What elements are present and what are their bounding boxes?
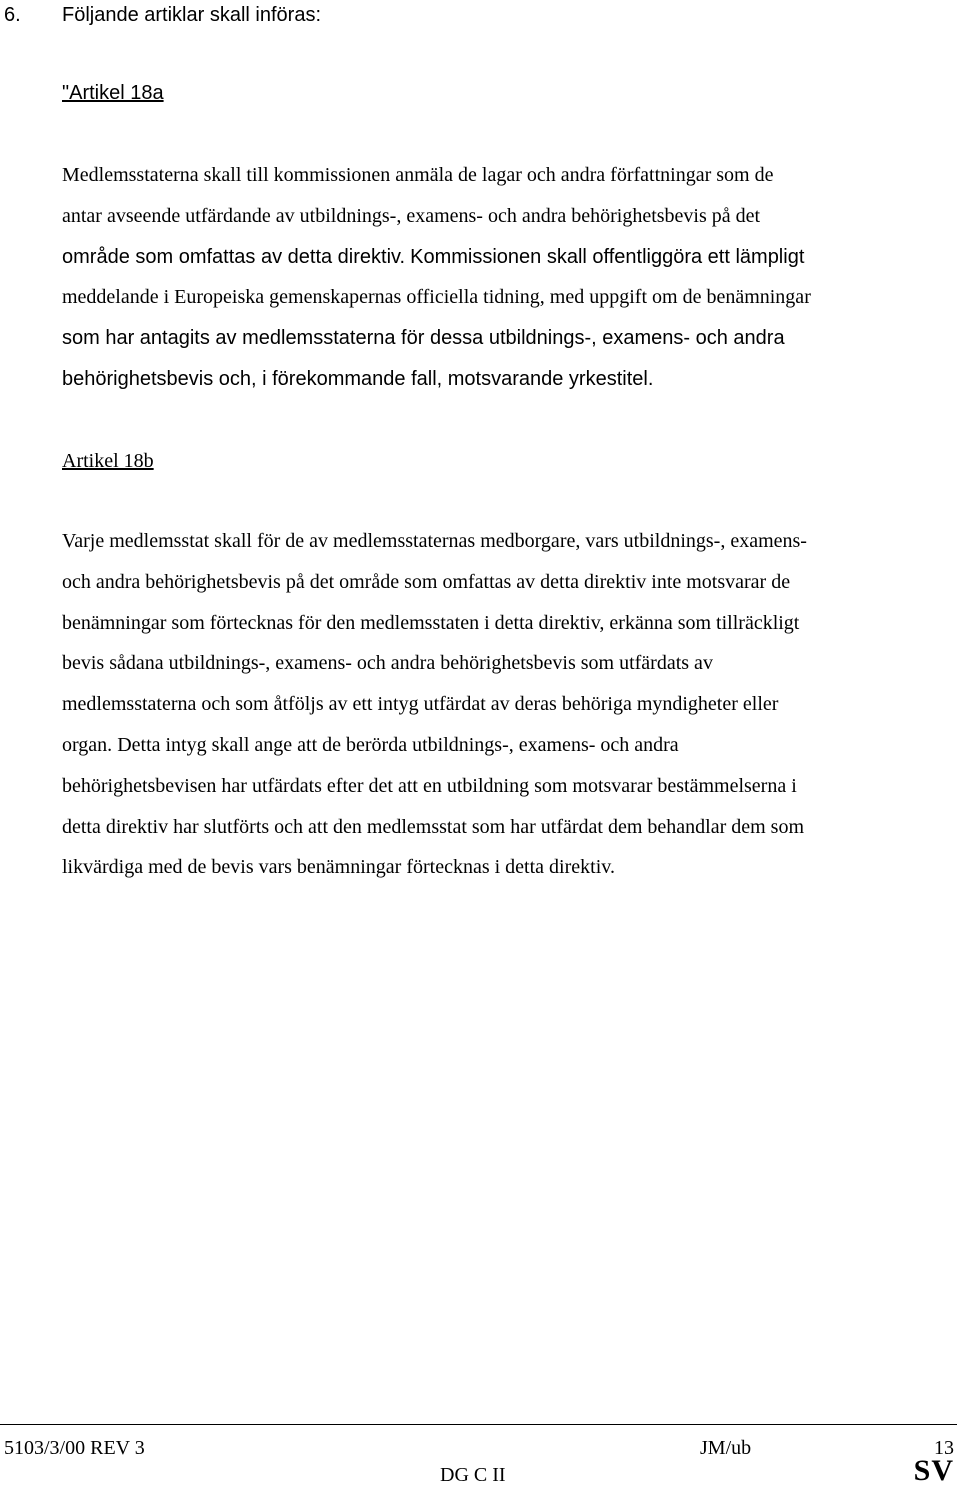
footer-rule (0, 1424, 957, 1425)
text-line: Varje medlemsstat skall för de av medlemsstaternas medborgare, vars utbildnings-, examens- (62, 530, 807, 552)
text-line: Medlemsstaterna skall till kommissionen anmäla de lagar och andra författningar som de (62, 164, 774, 186)
footer-language: SV (913, 1454, 954, 1487)
section-title: Följande artiklar skall införas: (62, 4, 321, 26)
text-segment: Kommissionen skall offentliggöra ett lämpligt (410, 245, 805, 268)
article-18b-title: Artikel 18b (62, 450, 154, 472)
text-line: och andra behörighetsbevis på det område som omfattas av detta direktiv inte motsvarar de (62, 570, 791, 593)
text-line: meddelande i Europeiska gemenskapernas officiella tidning, med uppgift om de benämningar (62, 286, 811, 309)
footer-page-number: 13 (934, 1437, 954, 1459)
text-segment: Detta intyg skall ange att de berörda utbildnings-, examens- och andra (117, 733, 679, 756)
footer-directorate: DG C II (440, 1464, 506, 1486)
text-segment: organ. (62, 733, 113, 756)
footer-doc-ref: 5103/3/00 REV 3 (4, 1437, 145, 1459)
text-line: antar avseende utfärdande av utbildnings-, examens- och andra behörighetsbevis på det (62, 204, 761, 227)
article-18b-body (62, 521, 952, 888)
text-line (62, 237, 952, 278)
text-line: som har antagits av medlemsstaterna för dessa utbildnings-, examens- och andra (62, 327, 785, 350)
text-line: benämningar som förtecknas för den medlemsstaten i detta direktiv, erkänna som tillräckligt (62, 611, 800, 634)
text-line: bevis sådana utbildnings-, examens- och andra behörighetsbevis som utfärdats av (62, 652, 713, 675)
article-18a-title: "Artikel 18a (62, 82, 164, 104)
article-18a-body (62, 155, 952, 400)
text-line: likvärdiga med de bevis vars benämningar förtecknas i detta direktiv. (62, 856, 615, 879)
text-segment: område som omfattas av detta direktiv. (62, 245, 406, 268)
text-line (62, 725, 952, 766)
text-line: medlemsstaterna och som åtföljs av ett intyg utfärdat av deras behöriga myndigheter eller (62, 693, 779, 716)
text-line: detta direktiv har slutförts och att den medlemsstat som har utfärdat dem behandlar dem som (62, 815, 805, 838)
text-line: behörighetsbevisen har utfärdats efter det att en utbildning som motsvarar bestämmelserna i (62, 774, 797, 797)
footer-initials: JM/ub (700, 1437, 752, 1459)
section-number: 6. (4, 4, 21, 26)
text-line: behörighetsbevis och, i förekommande fall, motsvarande yrkestitel. (62, 367, 654, 390)
